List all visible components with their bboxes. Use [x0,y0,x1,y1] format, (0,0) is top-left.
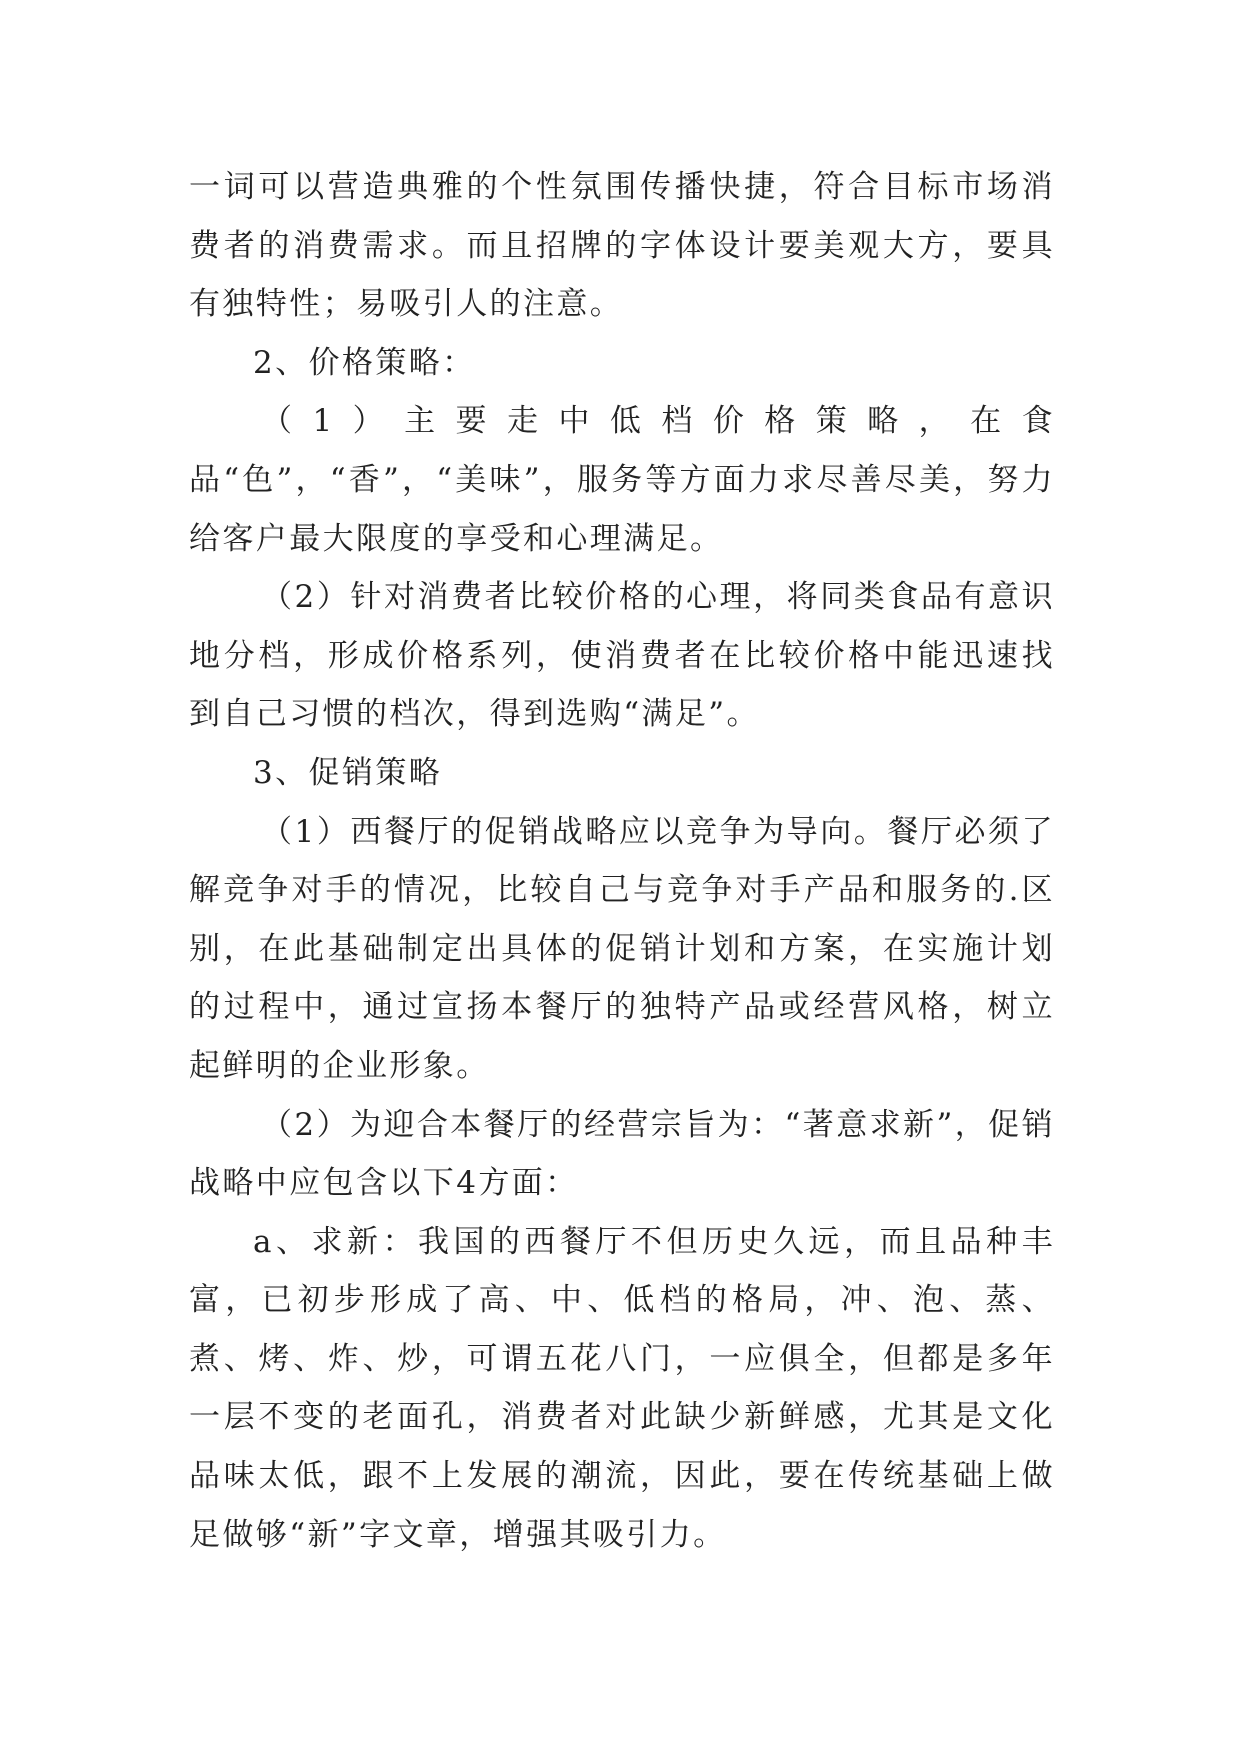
paragraph-price-1: （1）主要走中低档价格策略，在食品“色”，“香”，“美味”，服务等方面力求尽善尽美，努力给客户最大限度的享受和心理满足。 [189,403,1055,557]
paragraph-promotion-1: （1）西餐厅的促销战略应以竞争为导向。餐厅必须了解竞争对手的情况，比较自己与竞争对手产品和服务的.区别，在此基础制定出具体的促销计划和方案，在实施计划的过程中，通过宣扬本餐厅的独特产品或经营风格，树立起鲜明的企业形象。 [189,813,1055,1084]
paragraph-continuation: 一词可以营造典雅的个性氛围传播快捷，符合目标市场消费者的消费需求。而且招牌的字体设计要美观大方，要具有独特性；易吸引人的注意。 [189,169,1055,323]
paragraph-price-2: （2）针对消费者比较价格的心理，将同类食品有意识地分档，形成价格系列，使消费者在比较价格中能迅速找到自己习惯的档次，得到选购“满足”。 [189,579,1055,733]
heading-price-strategy: 2、价格策略： [253,344,476,381]
document-body [189,158,1055,1564]
paragraph-promotion-a: a、求新：我国的西餐厅不但历史久远，而且品种丰富，已初步形成了高、中、低档的格局，冲、泡、蒸、煮、烤、炸、炒，可谓五花八门，一应俱全，但都是多年一层不变的老面孔，消费者对此缺少新鲜感，尤其是文化品味太低，跟不上发展的潮流，因此，要在传统基础上做足做够“新”字文章，增强其吸引力。 [189,1223,1055,1553]
paragraph-promotion-2: （2）为迎合本餐厅的经营宗旨为：“著意求新”，促销战略中应包含以下4方面： [189,1106,1055,1202]
heading-promotion-strategy: 3、促销策略 [253,754,443,791]
